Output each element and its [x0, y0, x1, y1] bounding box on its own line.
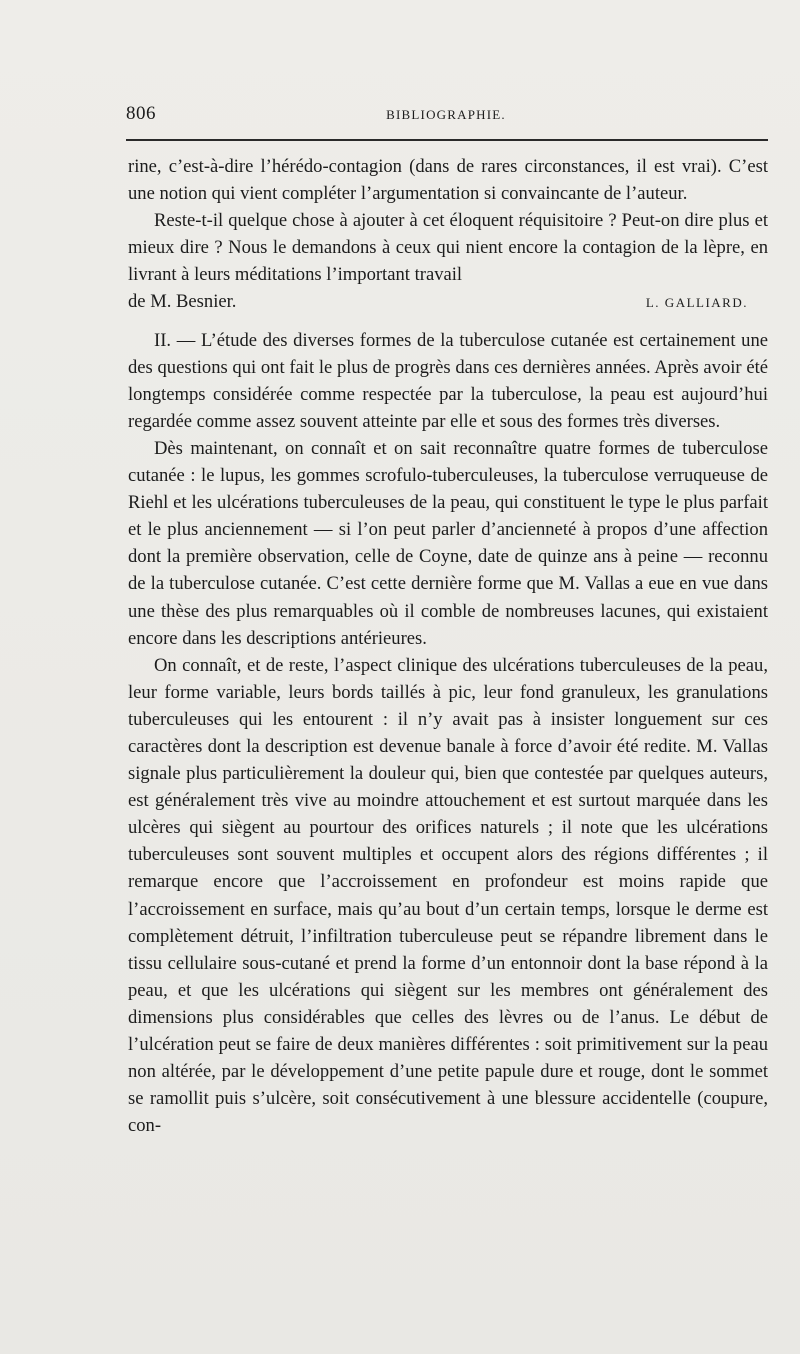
section-gap [128, 317, 768, 327]
paragraph-4: Dès maintenant, on connaît et on sait reconnaître quatre formes de tuberculose cutanée : le lupus, les gommes scrofulo-tuberculeuses, la tuberculose verruqueuse de Riehl et les ulcérations tuberculeuses de la peau, qui constituent le type le plus parfait et le plus anciennement — si l’on peut parler d’ancienneté à propos d’une affection dont la première observation, celle de Coyne, date de quinze ans à peine — reconnu de la tuberculose cutanée. C’est cette dernière forme que M. Vallas a eue en vue dans une thèse des plus remarquables où il comble de nombreuses lacunes, qui existaient encore dans les descriptions antérieures. [128, 437, 768, 649]
paragraph-2 [128, 207, 768, 288]
paragraph-2-end: de M. Besnier. [128, 291, 237, 313]
header-rule [126, 139, 768, 141]
page-header [126, 103, 766, 129]
signature-line [128, 288, 768, 316]
paragraph-5: On connaît, et de reste, l’aspect clinique des ulcérations tuberculeuses de la peau, leur forme variable, leurs bords taillés à pic, leur fond granuleux, les granulations tuberculeuses qui les entourent : il n’y avait pas à insister longuement sur ces caractères dont la description est devenue banale à force d’avoir été redite. M. Vallas signale plus particulièrement la douleur qui, bien que contestée par quelques auteurs, est généralement très vive au moindre attouchement et est surtout marquée dans les ulcères qui siègent au pourtour des orifices naturels ; il note que les ulcérations tuberculeuses sont souvent multiples et occupent alors des régions différentes ; il remarque encore que l’accroissement en profondeur est moins rapide que l’accroissement en surface, mais qu’au bout d’un certain temps, lorsque le derme est complètement détruit, l’infiltration tuberculeuse peut se répandre librement dans le tissu cellulaire sous-cutané et prend la forme d’un entonnoir dont la base répond à la peau, et que les ulcérations qui siègent sur les membres ont généralement des dimensions plus considérables que celles des lèvres ou de l’anus. Le début de l’ulcération peut se faire de deux manières différentes : soit primitivement sur la peau non altérée, par le développement d’une petite papule dure et rouge, dont le sommet se ramollit puis s’ulcère, soit consécutivement à une blessure accidentelle (coupure, con- [128, 654, 768, 1137]
page-number: 806 [126, 103, 156, 124]
paragraph-1: rine, c’est-à-dire l’hérédo-contagion (dans de rares circonstances, il est vrai). C’est une notion qui vient compléter l’argumentation si convaincante de l’auteur. [128, 156, 768, 205]
author-signature: L. GALLIARD. [645, 295, 748, 311]
paragraph-2-main: Reste-t-il quelque chose à ajouter à cet éloquent réquisitoire ? Peut-on dire plus et mieux dire ? Nous le demandons à ceux qui nient encore la contagion de la lèpre, en livrant à leurs méditations l’important travail [128, 210, 768, 286]
paragraph-3: II. — L’étude des diverses formes de la tuberculose cutanée est certainement une des questions qui ont fait le plus de progrès dans ces dernières années. Après avoir été longtemps considérée comme respectée par la tuberculose, la peau est aujourd’hui regardée comme assez souvent atteinte par elle et sous des formes très diverses. [128, 329, 768, 432]
body-text [128, 153, 768, 1139]
running-title: BIBLIOGRAPHIE. [386, 107, 506, 122]
